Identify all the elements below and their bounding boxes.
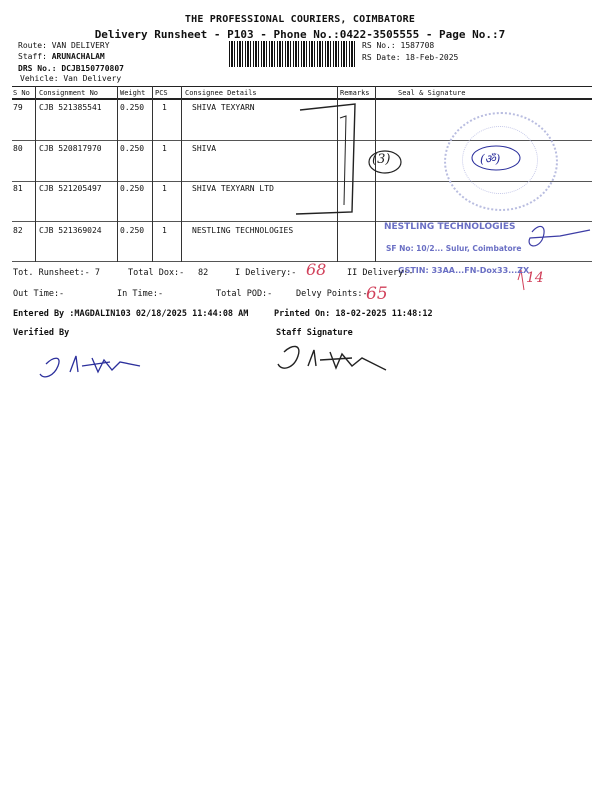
row80-note: (3) [372,152,391,167]
cell-pcs: 1 [162,226,167,235]
seal-stamp-inner [462,126,538,194]
col-header-sno: S No [13,89,30,97]
cell-consignee: SHIVA [192,144,217,153]
cell-consignee: SHIVA TEXYARN LTD [192,184,274,193]
route-text: Route: VAN DELIVERY [18,41,110,50]
cell-weight: 0.250 [120,144,145,153]
rs-date: RS Date: 18-Feb-2025 [362,53,459,62]
staff-signature-label: Staff Signature [276,328,353,338]
stamp-address: SF No: 10/2... Sulur, Coimbatore [386,244,522,253]
i-delivery-label: I Delivery:- [235,268,297,278]
tot-runsheet: Tot. Runsheet:- 7 [13,268,100,278]
col-header-remarks: Remarks [340,89,370,97]
ii-delivery-label: II Delivery:- [347,268,414,278]
total-pod-label: Total POD:- [216,289,273,299]
cell-pcs: 1 [162,184,167,193]
cell-consignment: CJB 521369024 [39,226,102,235]
cell-weight: 0.250 [120,184,145,193]
staff-value: ARUNACHALAM [51,52,105,61]
verified-by-label: Verified By [13,328,70,338]
cell-weight: 0.250 [120,226,145,235]
col-header-consignee: Consignee Details [185,89,257,97]
staff-label: Staff: [18,52,47,61]
rs-number: RS No.: 1587708 [362,41,435,50]
cell-weight: 0.250 [120,103,145,112]
cell-consignment: CJB 521385541 [39,103,102,112]
cell-consignment: CJB 521205497 [39,184,102,193]
col-header-weight: Weight [120,89,146,97]
cell-sno: 80 [13,144,23,153]
total-dox-value: 82 [198,268,209,278]
stamp-gstin: GSTIN: 33AA...FN-Dox33...ZX [398,266,530,275]
delvy-points-label: Delvy Points:- [296,289,368,299]
cell-consignee: SHIVA TEXYARN [192,103,255,112]
company-title: THE PROFESSIONAL COURIERS, COIMBATORE [184,14,416,25]
entered-by: Entered By :MAGDALIN103 02/18/2025 11:44:08 AM [13,309,249,319]
cell-consignment: CJB 520817970 [39,144,102,153]
total-dox-label: Total Dox:- [128,268,185,278]
col-header-consignment: Consignment No [39,89,99,97]
col-header-pcs: PCS [155,89,168,97]
cell-sno: 79 [13,103,23,112]
drs-number: DRS No.: DCJB150770807 [18,64,124,73]
in-time-label: In Time:- [117,289,164,299]
stamp-signature-mark [529,226,590,245]
cell-pcs: 1 [162,103,167,112]
col-header-seal: Seal & Signature [398,89,466,97]
vehicle-text: Vehicle: Van Delivery [20,74,122,83]
bracket-mark [340,116,346,205]
ii-delivery-value: 14 [526,270,544,286]
i-delivery-value: 68 [306,260,327,279]
cell-pcs: 1 [162,144,167,153]
delvy-points-value: 65 [366,284,388,304]
row80-signature: (ॐ) [480,152,501,166]
stamp-company: NESTLING TECHNOLOGIES [384,222,516,232]
printed-on: Printed On: 18-02-2025 11:48:12 [274,309,433,319]
runsheet-title: Delivery Runsheet - P103 - Phone No.:0422-3505555 - Page No.:7 [94,28,506,41]
out-time-label: Out Time:- [13,289,65,299]
staff-signature-mark [278,346,386,370]
cell-sno: 81 [13,184,23,193]
verified-signature [40,356,140,377]
cell-sno: 82 [13,226,23,235]
cell-consignee: NESTLING TECHNOLOGIES [192,226,294,235]
